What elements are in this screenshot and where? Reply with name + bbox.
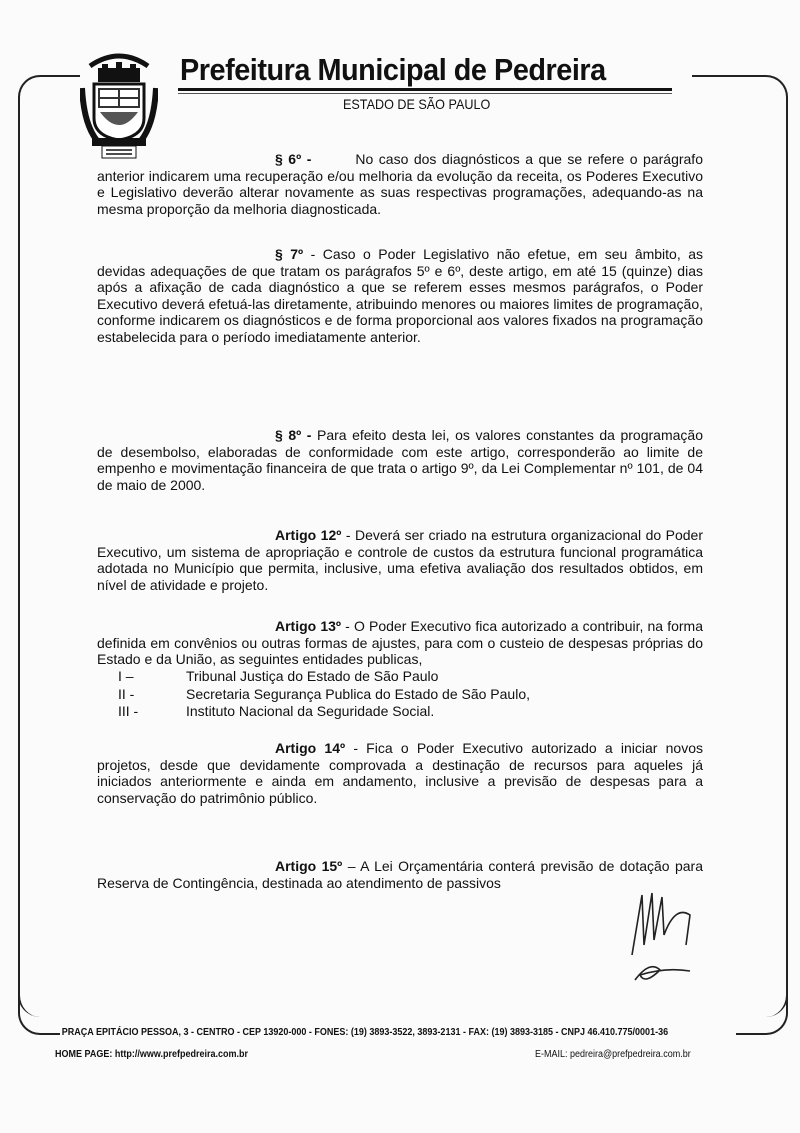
article-heading: Artigo 15º <box>275 858 343 874</box>
page-title: Prefeitura Municipal de Pedreira <box>180 52 606 87</box>
title-underline-thin <box>178 93 672 94</box>
article-heading: Artigo 14º <box>275 740 346 756</box>
article-text: – A Lei Orçamentária conterá previsão de dotação para Reserva de Contingência, destinada ao atendimento de passivos <box>97 858 703 891</box>
paragraph-text: No caso dos diagnósticos a que se refere o parágrafo anterior indicarem uma recuperação e/ou melhoria da evolução da receita, os Poderes Executivo e Legislativo deverão alterar novamente as suas respectivas programações, adequando-as na mesma proporção da melhoria diagnosticada. <box>97 151 707 217</box>
paragraph-text: Para efeito desta lei, os valores constantes da programação de desembolso, elaboradas de conformidade com este artigo, corresponderão ao limite de empenho e movimentação financeira de que trata o artigo 9º, da Lei Complementar nº 101, de 04 de maio de 2000. <box>97 427 703 493</box>
footer-email: E-MAIL: pedreira@prefpedreira.com.br <box>535 1049 691 1060</box>
paragraph-8 <box>97 427 703 493</box>
paragraph-6 <box>97 151 707 217</box>
footer-address: PRAÇA EPITÁCIO PESSOA, 3 - CENTRO - CEP 13920-000 - FONES: (19) 3893-3522, 3893-2131 - FAX: (19) 3893-3185 - CNPJ 46.410.775/0001-36 <box>60 1027 674 1038</box>
article-text: - Fica o Poder Executivo autorizado a iniciar novos projetos, desde que devidamente comprovada a destinação de recursos para aqueles já iniciados anteriormente e ainda em andamento, inclusive a previsão de despesas para a conservação do patrimônio público. <box>97 740 703 806</box>
page-border-right <box>692 75 788 1017</box>
paragraph-heading: § 6º - <box>275 151 312 167</box>
page-subtitle: ESTADO DE SÃO PAULO <box>343 96 491 112</box>
paragraph-7 <box>97 246 703 346</box>
list-item-number: II - <box>118 685 135 702</box>
footer-homepage: HOME PAGE: http://www.prefpedreira.com.br <box>55 1049 249 1060</box>
paragraph-heading: § 7º <box>275 246 304 262</box>
article-15 <box>97 858 703 891</box>
page-border-bottom-left <box>18 995 60 1035</box>
entities-list <box>118 668 530 721</box>
article-13 <box>97 618 703 668</box>
article-text: - Deverá ser criado na estrutura organizacional do Poder Executivo, um sistema de apropriação e controle de custos da estrutura funcional programática adotada no Município que permita, inclusive, uma efetiva avaliação dos resultados obtidos, em nível de atividade e projeto. <box>97 527 703 593</box>
title-underline <box>178 88 672 91</box>
article-text: - O Poder Executivo fica autorizado a contribuir, na forma definida em convênios ou outras formas de ajustes, para com o custeio de despesas próprias do Estado e da União, as seguintes entidades publicas, <box>97 618 703 668</box>
paragraph-text: - Caso o Poder Legislativo não efetue, em seu âmbito, as devidas adequações de que tratam os parágrafos 5º e 6º, deste artigo, em até 15 (quinze) dias após a afixação de cada diagnóstico a que se referem esses mesmos parágrafos, o Poder Executivo deverá efetuá-las diretamente, atribuindo menores ou maiores limites de programação, conforme indicarem os diagnósticos e de forma proporcional aos valores fixados na programação estabelecida para o período imediatamente anterior. <box>97 246 703 345</box>
list-item-text: Secretaria Segurança Publica do Estado de São Paulo, <box>186 685 531 702</box>
list-item-number: III - <box>118 703 139 720</box>
list-item-text: Instituto Nacional da Seguridade Social. <box>186 703 435 720</box>
list-item-number: I – <box>118 668 134 684</box>
page-border-left <box>18 75 80 1017</box>
article-heading: Artigo 13º <box>275 618 342 634</box>
article-12 <box>97 527 703 593</box>
article-14 <box>97 740 703 806</box>
article-heading: Artigo 12º <box>275 527 342 543</box>
list-item <box>118 703 530 721</box>
coat-of-arms-logo <box>80 48 158 160</box>
handwritten-signature <box>620 885 710 995</box>
list-item-text: Tribunal Justiça do Estado de São Paulo <box>186 668 439 684</box>
list-item <box>118 668 530 686</box>
paragraph-heading: § 8º - <box>275 427 312 443</box>
list-item <box>118 686 530 704</box>
page-border-bottom-right <box>736 995 788 1035</box>
